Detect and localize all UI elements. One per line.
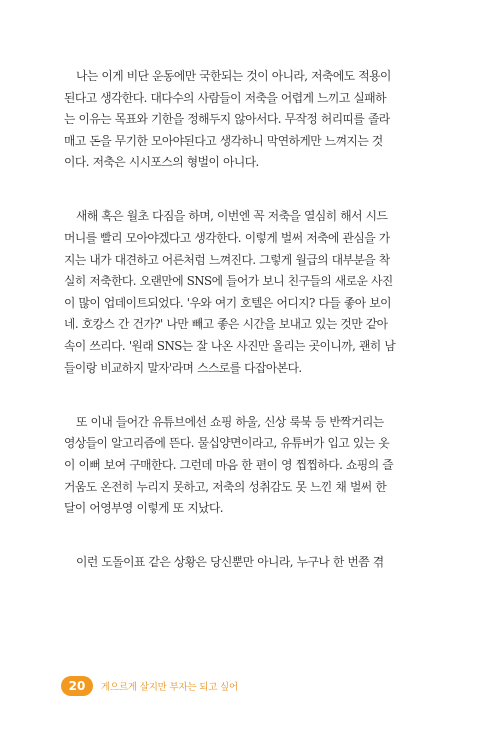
text-line: 영상들이 알고리즘에 뜬다. 물십양면이라고, 유튜버가 입고 있는 옷 [64, 436, 390, 451]
text-line: 이다. 저축은 시시포스의 형벌이 아니다. [64, 155, 259, 170]
text-line: 거움도 온전히 누리지 못하고, 저축의 성취감도 못 느낀 채 벌써 한 [64, 479, 387, 494]
text-line: 지는 내가 대견하고 어른처럼 느껴진다. 그렇게 월급의 대부분을 착 [64, 252, 390, 267]
paragraph-4 [64, 552, 414, 574]
text-line: 머니를 빨리 모아야겠다고 생각한다. 이렇게 벌써 저축에 관심을 가 [64, 231, 390, 246]
page-number-badge: 20 [61, 676, 93, 696]
text-line: 된다고 생각한다. 대다수의 사람들이 저축을 어렵게 느끼고 실패하 [64, 90, 386, 105]
text-line: 이 많이 업데이트되었다. '우와 여기 호텔은 어디지? 다들 좋아 보이 [64, 295, 391, 310]
text-line: 들이랑 비교하지 말자'라며 스스로를 다잡아본다. [64, 360, 302, 375]
page-footer [61, 675, 238, 697]
body-text [64, 66, 414, 574]
text-line: 속이 쓰리다. '원래 SNS는 잘 나온 사진만 올리는 곳이니까, 괜히 남 [64, 339, 396, 354]
paragraph-2 [64, 206, 414, 379]
text-line: 네. 호캉스 간 건가?' 나만 빼고 좋은 시간을 보내고 있는 것만 같아 [64, 317, 388, 332]
text-line: 이런 도돌이표 같은 상황은 당신뿐만 아니라, 누구나 한 번쯤 겪 [76, 555, 384, 570]
text-line: 또 이내 들어간 유튜브에선 쇼핑 하울, 신상 룩북 등 반짝거리는 [76, 414, 384, 429]
text-line: 달이 어영부영 이렇게 또 지났다. [64, 501, 223, 516]
running-title: 게으르게 살지만 부자는 되고 싶어 [101, 682, 238, 693]
text-line: 새해 혹은 월초 다짐을 하며, 이번엔 꼭 저축을 열심히 해서 시드 [76, 209, 388, 224]
paragraph-1 [64, 66, 414, 174]
text-line: 실히 저축한다. 오랜만에 SNS에 들어가 보니 친구들의 새로운 사진 [64, 274, 393, 289]
text-line: 매고 돈을 무기한 모아야된다고 생각하니 막연하게만 느껴지는 것 [64, 133, 383, 148]
text-line: 는 이유는 목표와 기한을 정해두지 않아서다. 무작정 허리띠를 졸라 [64, 112, 390, 127]
text-line: 이 이뻐 보여 구매한다. 그런데 마음 한 편이 영 찝찝하다. 쇼핑의 즐 [64, 457, 394, 472]
paragraph-3 [64, 412, 414, 520]
text-line: 나는 이게 비단 운동에만 국한되는 것이 아니라, 저축에도 적용이 [76, 69, 391, 83]
